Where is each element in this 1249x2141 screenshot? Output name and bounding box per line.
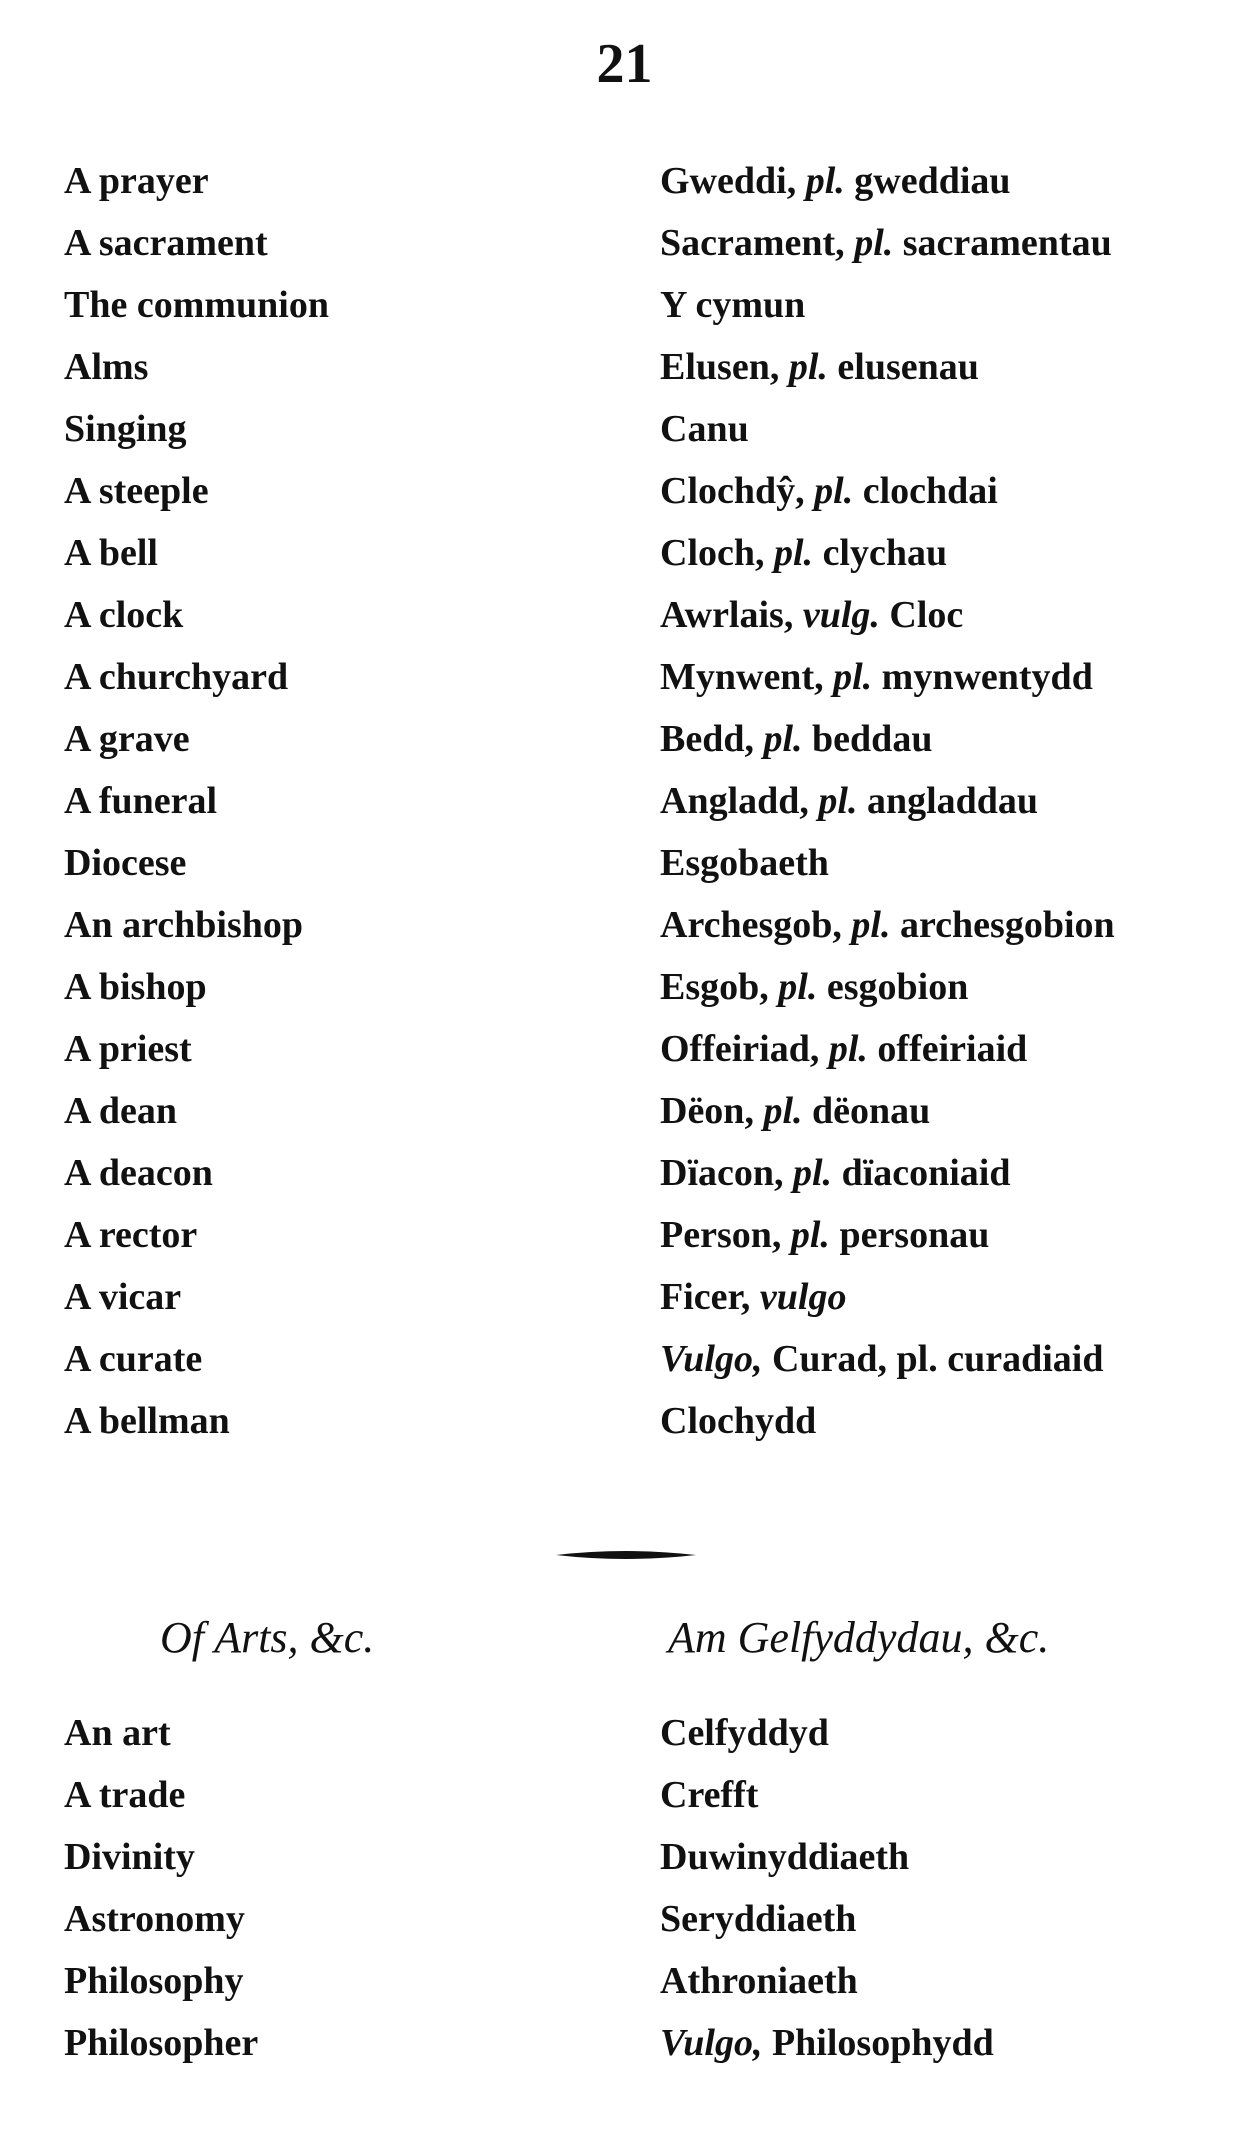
welsh-translation — [660, 1080, 930, 1142]
welsh-plural: mynwentydd — [881, 656, 1093, 698]
glossary-row — [0, 336, 1249, 398]
welsh-term: Clochydd — [660, 1400, 817, 1442]
welsh-term: Esgob, — [660, 966, 769, 1008]
welsh-plural: Philosophydd — [771, 2022, 994, 2064]
glossary-row — [0, 1204, 1249, 1266]
glossary-row — [0, 1328, 1249, 1390]
welsh-plural: clychau — [822, 532, 948, 574]
english-term: Alms — [64, 346, 149, 388]
welsh-plural: angladdau — [866, 780, 1039, 822]
welsh-plural: clochdai — [862, 470, 998, 512]
english-term: A clock — [64, 594, 184, 636]
grammar-note: pl. — [778, 966, 818, 1008]
english-term: A dean — [64, 1090, 177, 1132]
english-term: A bishop — [64, 966, 207, 1008]
glossary-row — [0, 212, 1249, 274]
welsh-translation — [660, 522, 947, 584]
welsh-translation — [660, 1142, 1011, 1204]
glossary-row — [0, 1950, 1249, 2012]
english-term: A deacon — [64, 1152, 213, 1194]
glossary-row — [0, 2012, 1249, 2074]
glossary-row — [0, 1018, 1249, 1080]
welsh-translation — [660, 150, 1011, 212]
grammar-note: pl. — [793, 1152, 833, 1194]
welsh-translation — [660, 708, 932, 770]
english-term: A grave — [64, 718, 190, 760]
english-term: Philosophy — [64, 1960, 244, 2002]
welsh-translation — [660, 274, 805, 336]
welsh-term: Y cymun — [660, 284, 806, 326]
welsh-term: Dïacon, — [660, 1152, 784, 1194]
welsh-plural: gweddiau — [854, 160, 1011, 202]
glossary-row — [0, 1390, 1249, 1452]
glossary-row — [0, 646, 1249, 708]
glossary-row — [0, 460, 1249, 522]
grammar-note: pl. — [788, 346, 828, 388]
welsh-plural: Cloc — [889, 594, 964, 636]
english-term: A prayer — [64, 160, 209, 202]
welsh-term: Offeiriad, — [660, 1028, 820, 1070]
welsh-term: Duwinyddiaeth — [660, 1836, 910, 1878]
english-term: A vicar — [64, 1276, 182, 1318]
glossary-row — [0, 274, 1249, 336]
grammar-note: pl. — [814, 470, 854, 512]
welsh-term: Esgobaeth — [660, 842, 829, 884]
english-term: A priest — [64, 1028, 192, 1070]
english-term: A steeple — [64, 470, 209, 512]
welsh-term: Clochdŷ, — [660, 470, 805, 512]
welsh-term: Person, — [660, 1214, 782, 1256]
welsh-term: Seryddiaeth — [660, 1898, 857, 1940]
glossary-row — [0, 522, 1249, 584]
welsh-plural: offeiriaid — [877, 1028, 1028, 1070]
english-term: A bellman — [64, 1400, 230, 1442]
english-term: An art — [64, 1712, 171, 1754]
glossary-row — [0, 1142, 1249, 1204]
section-divider-ornament — [556, 1549, 696, 1561]
welsh-translation — [660, 832, 829, 894]
grammar-note: pl. — [763, 1090, 803, 1132]
welsh-term: Dëon, — [660, 1090, 754, 1132]
grammar-note: pl. — [763, 718, 803, 760]
grammar-note: pl. — [854, 222, 894, 264]
welsh-plural: personau — [839, 1214, 990, 1256]
grammar-note: Vulgo, — [660, 2022, 763, 2064]
glossary-row — [0, 398, 1249, 460]
welsh-translation — [660, 336, 979, 398]
welsh-term: Angladd, — [660, 780, 809, 822]
english-term: A sacrament — [64, 222, 268, 264]
welsh-plural: beddau — [812, 718, 933, 760]
english-term: A churchyard — [64, 656, 289, 698]
grammar-note: pl. — [818, 780, 858, 822]
glossary-row — [0, 584, 1249, 646]
welsh-translation — [660, 1328, 1103, 1390]
glossary-row — [0, 956, 1249, 1018]
glossary-row — [0, 832, 1249, 894]
welsh-translation — [660, 2012, 994, 2074]
page-number: 21 — [596, 33, 653, 95]
grammar-note: vulgo — [759, 1276, 847, 1318]
welsh-term: Mynwent, — [660, 656, 824, 698]
english-term: Philosopher — [64, 2022, 259, 2064]
welsh-plural: dïaconiaid — [841, 1152, 1011, 1194]
welsh-term: Athroniaeth — [660, 1960, 858, 2002]
welsh-translation — [660, 1826, 909, 1888]
section-heading-english: Of Arts, &c. — [160, 1613, 375, 1662]
english-term: A bell — [64, 532, 158, 574]
welsh-term: Sacrament, — [660, 222, 845, 264]
english-term: Divinity — [64, 1836, 195, 1878]
welsh-term: Gweddi, — [660, 160, 797, 202]
grammar-note: pl. — [851, 904, 891, 946]
grammar-note: pl. — [774, 532, 814, 574]
welsh-term: Celfyddyd — [660, 1712, 829, 1754]
grammar-note: vulg. — [802, 594, 880, 636]
english-term: A trade — [64, 1774, 186, 1816]
glossary-row — [0, 1702, 1249, 1764]
glossary-row — [0, 708, 1249, 770]
glossary-row — [0, 1888, 1249, 1950]
welsh-translation — [660, 956, 968, 1018]
welsh-term: Archesgob, — [660, 904, 842, 946]
welsh-translation — [660, 1888, 856, 1950]
welsh-translation — [660, 1204, 989, 1266]
welsh-translation — [660, 894, 1115, 956]
grammar-note: Vulgo, — [660, 1338, 763, 1380]
english-term: The communion — [64, 284, 329, 326]
glossary-row — [0, 770, 1249, 832]
welsh-translation — [660, 584, 963, 646]
english-term: A curate — [64, 1338, 203, 1380]
glossary-row — [0, 1266, 1249, 1328]
english-term: A rector — [64, 1214, 198, 1256]
welsh-term: Canu — [660, 408, 749, 450]
glossary-row — [0, 894, 1249, 956]
glossary-row — [0, 1764, 1249, 1826]
glossary-row — [0, 1080, 1249, 1142]
welsh-term: Crefft — [660, 1774, 759, 1816]
welsh-plural: dëonau — [812, 1090, 931, 1132]
welsh-term: Bedd, — [660, 718, 754, 760]
english-term: Astronomy — [64, 1898, 245, 1940]
welsh-translation — [660, 1764, 758, 1826]
welsh-term: Elusen, — [660, 346, 780, 388]
welsh-term: Ficer, — [660, 1276, 751, 1318]
welsh-plural: esgobion — [826, 966, 969, 1008]
grammar-note: pl. — [790, 1214, 830, 1256]
welsh-plural: sacramentau — [902, 222, 1112, 264]
welsh-translation — [660, 1702, 829, 1764]
welsh-plural: archesgobion — [899, 904, 1115, 946]
english-term: An archbishop — [64, 904, 304, 946]
welsh-translation — [660, 398, 749, 460]
welsh-plural: Curad, pl. curadiaid — [771, 1338, 1104, 1380]
glossary-row — [0, 150, 1249, 212]
welsh-translation — [660, 770, 1038, 832]
glossary-row — [0, 1826, 1249, 1888]
welsh-term: Cloch, — [660, 532, 765, 574]
welsh-plural: elusenau — [837, 346, 979, 388]
grammar-note: pl. — [805, 160, 845, 202]
grammar-note: pl. — [828, 1028, 868, 1070]
english-term: Diocese — [64, 842, 187, 884]
english-term: A funeral — [64, 780, 218, 822]
welsh-translation — [660, 1950, 858, 2012]
section-heading-welsh: Am Gelfyddydau, &c. — [668, 1613, 1050, 1662]
welsh-term: Awrlais, — [660, 594, 794, 636]
welsh-translation — [660, 1018, 1027, 1080]
welsh-translation — [660, 1266, 846, 1328]
welsh-translation — [660, 212, 1112, 274]
welsh-translation — [660, 1390, 816, 1452]
english-term: Singing — [64, 408, 187, 450]
welsh-translation — [660, 646, 1093, 708]
welsh-translation — [660, 460, 998, 522]
grammar-note: pl. — [833, 656, 873, 698]
